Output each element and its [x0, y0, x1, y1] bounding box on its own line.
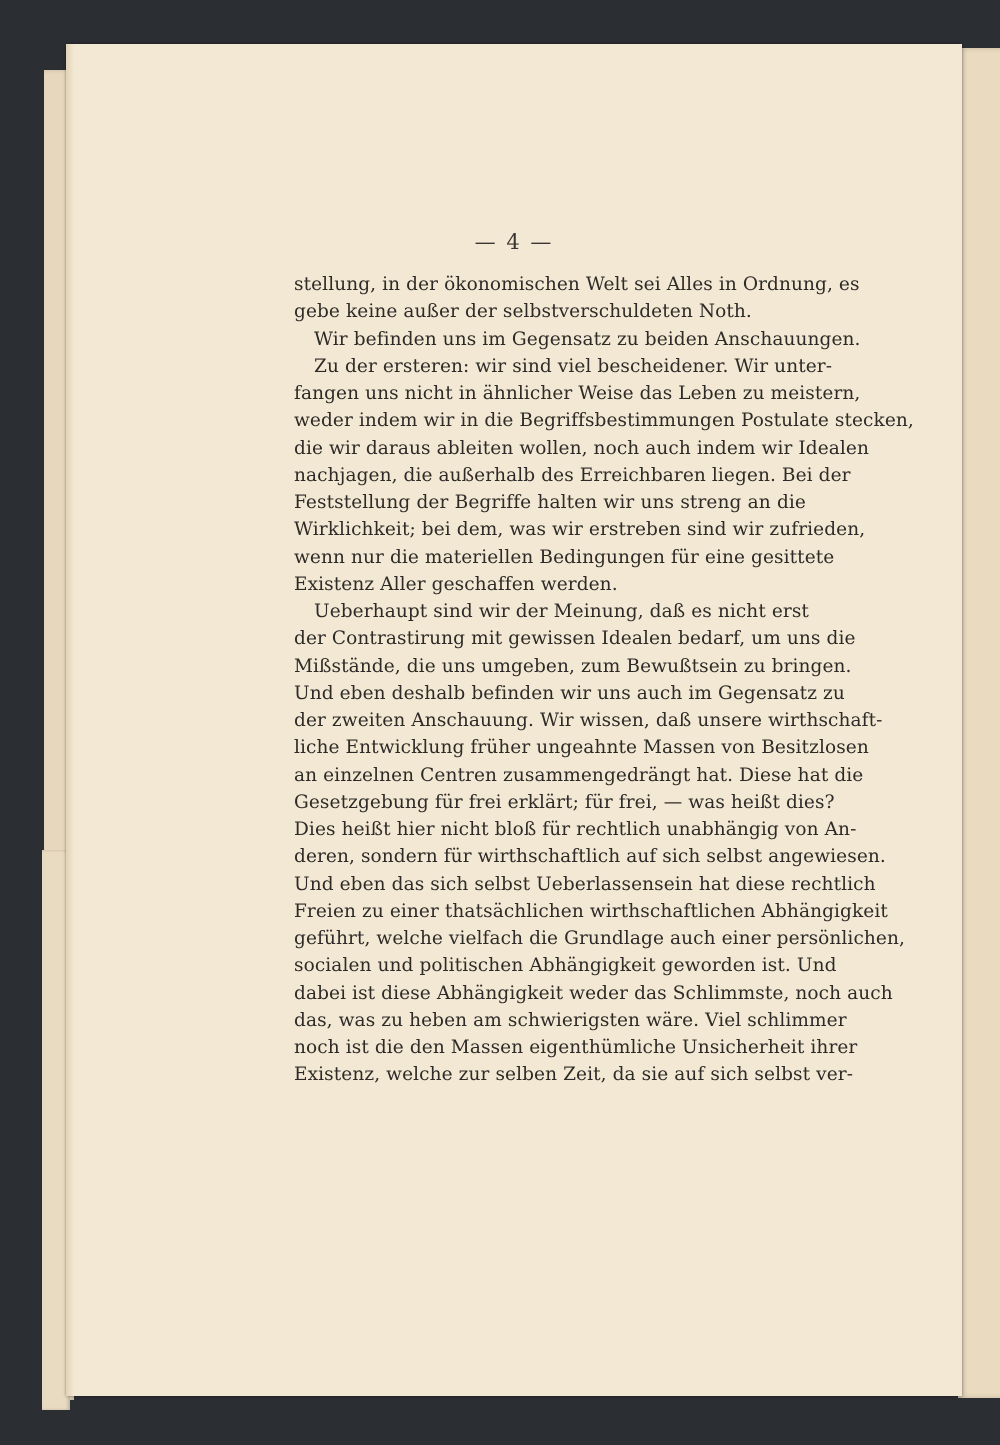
- text-line: deren, sondern für wirthschaftlich auf sich selbst angewiesen.: [294, 846, 886, 868]
- text-line: weder indem wir in die Begriffsbestimmungen Postulate stecken,: [294, 410, 914, 432]
- text-line: wenn nur die materiellen Bedingungen für eine gesittete: [294, 546, 835, 568]
- text-line: fangen uns nicht in ähnlicher Weise das Leben zu meistern,: [294, 383, 861, 404]
- text-line: dabei ist diese Abhängigkeit weder das Schlimmste, noch auch: [294, 982, 893, 1004]
- text-line: Wirklichkeit; bei dem, was wir erstreben sind wir zufrieden,: [294, 519, 866, 541]
- text-line: liche Entwicklung früher ungeahnte Massen von Besitzlosen: [294, 737, 869, 759]
- text-line: Und eben das sich selbst Ueberlassensein hat diese rechtlich: [294, 873, 876, 895]
- page-number: — 4 —: [474, 230, 554, 254]
- text-line: der Contrastirung mit gewissen Idealen bedarf, um uns die: [294, 628, 856, 650]
- text-line: Gesetzgebung für frei erklärt; für frei, — was heißt dies?: [294, 791, 835, 813]
- text-line: Feststellung der Begriffe halten wir uns streng an die: [294, 492, 806, 513]
- text-line: Existenz, welche zur selben Zeit, da sie auf sich selbst ver-: [294, 1064, 854, 1086]
- text-line: Und eben deshalb befinden wir uns auch im Gegensatz zu: [294, 682, 845, 704]
- text-line: gebe keine außer der selbstverschuldeten Noth.: [294, 301, 752, 323]
- text-line: der zweiten Anschauung. Wir wissen, daß unsere wirthschaft-: [294, 710, 883, 731]
- text-line: das, was zu heben am schwierigsten wäre. Viel schlimmer: [294, 1009, 847, 1031]
- text-line: Mißstände, die uns umgeben, zum Bewußtsein zu bringen.: [294, 655, 852, 677]
- book-page: [66, 44, 962, 1396]
- text-line: Ueberhaupt sind wir der Meinung, daß es nicht erst: [314, 601, 809, 622]
- text-line: geführt, welche vielfach die Grundlage auch einer persönlichen,: [294, 928, 905, 949]
- body-text: [294, 271, 914, 1089]
- text-line: die wir daraus ableiten wollen, noch auch indem wir Idealen: [294, 437, 870, 459]
- text-line: Dies heißt hier nicht bloß für rechtlich unabhängig von An-: [294, 819, 857, 840]
- text-line: an einzelnen Centren zusammengedrängt hat. Diese hat die: [294, 764, 864, 786]
- text-line: Existenz Aller geschaffen werden.: [294, 573, 618, 595]
- text-line: noch ist die den Massen eigenthümliche Unsicherheit ihrer: [294, 1037, 858, 1058]
- facing-page-edge: [958, 48, 1000, 1398]
- text-line: socialen und politischen Abhängigkeit geworden ist. Und: [294, 955, 837, 977]
- text-line: Zu der ersteren: wir sind viel bescheidener. Wir unter-: [314, 355, 833, 377]
- text-line: Wir befinden uns im Gegensatz zu beiden Anschauungen.: [314, 328, 861, 350]
- text-line: Freien zu einer thatsächlichen wirthschaftlichen Abhängigkeit: [294, 900, 888, 922]
- text-line: nachjagen, die außerhalb des Erreichbaren liegen. Bei der: [294, 464, 851, 486]
- text-line: stellung, in der ökonomischen Welt sei Alles in Ordnung, es: [294, 274, 860, 295]
